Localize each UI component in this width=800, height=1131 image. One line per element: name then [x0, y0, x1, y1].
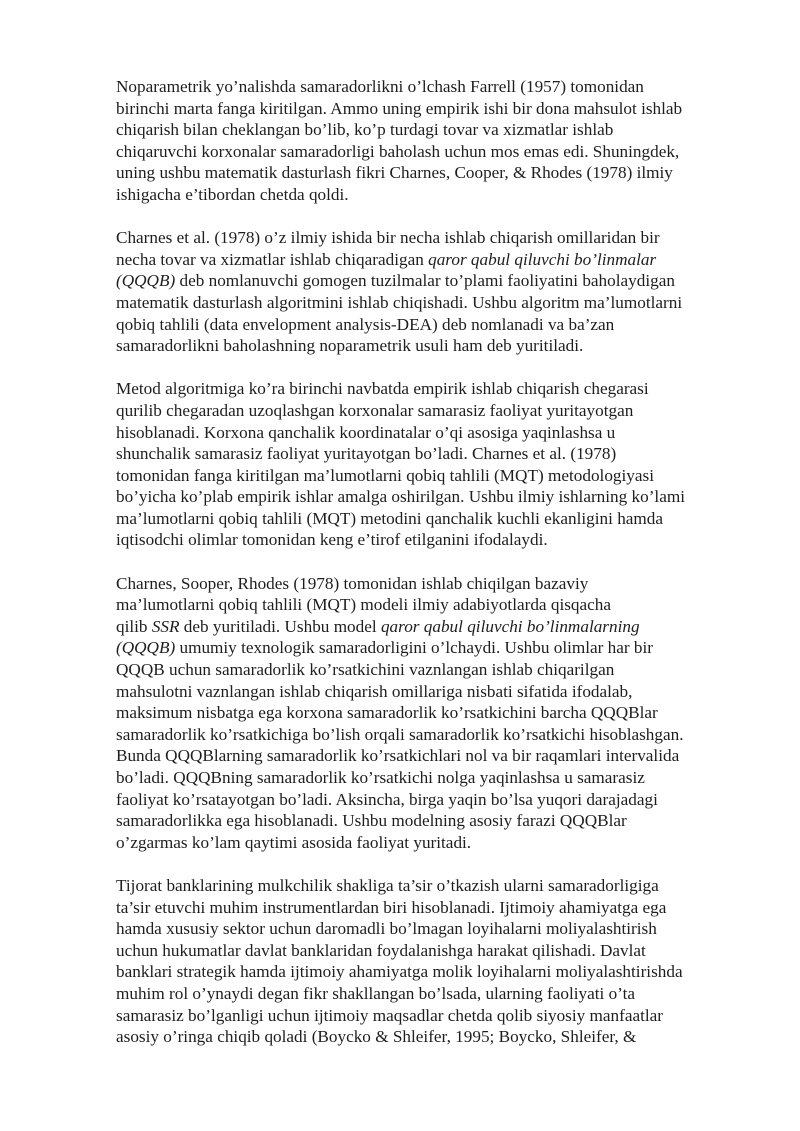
text-line: [116, 98, 716, 120]
text-line: [116, 767, 716, 789]
text-line: [116, 141, 716, 163]
italic-term: qaror qabul qiluvchi bo’linmalarning: [380, 616, 640, 636]
text-line: [116, 940, 716, 962]
text-line: [116, 162, 716, 184]
text-run: Bunda QQQBlarning samaradorlik ko’rsatkichlari nol va bir raqamlari intervalida: [116, 746, 680, 766]
text-line: [116, 314, 716, 336]
text-run: maksimum nisbatga ega korxona samaradorlik ko’rsatkichini barcha QQQBlar: [116, 703, 658, 723]
text-run: ta’sir etuvchi muhim instrumentlardan biri hisoblanadi. Ijtimoiy ahamiyatga ega: [116, 897, 667, 917]
text-line: [116, 1026, 716, 1048]
text-run: muhim rol o’ynaydi degan fikr shakllangan bo’lsada, ularning faoliyati o’ta: [116, 983, 635, 1003]
text-line: [116, 810, 716, 832]
italic-term: qaror qabul qiluvchi bo’linmalar: [428, 249, 657, 269]
text-line: [116, 292, 716, 314]
text-run: bo’ladi. QQQBning samaradorlik ko’rsatkichi nolga yaqinlashsa u samarasiz: [116, 768, 645, 787]
text-line: [116, 119, 716, 141]
text-line: [116, 702, 716, 724]
text-run: shunchalik samarasiz faoliyat yuritayotgan bo’ladi. Charnes et al. (1978): [116, 444, 617, 464]
text-run: samaradorlikni baholashning noparametrik usuli ham deb yuritiladi.: [116, 336, 584, 356]
text-run: uchun hukumatlar davlat banklaridan foydalanishga harakat qilishadi. Davlat: [116, 940, 646, 960]
text-run: Noparametrik yo’nalishda samaradorlikni o’lchash Farrell (1957) tomonidan: [116, 77, 644, 96]
text-run: Tijorat banklarining mulkchilik shakliga ta’sir o’tkazish ularni samaradorligiga: [116, 875, 659, 895]
text-line: [116, 724, 716, 746]
text-line: [116, 875, 716, 897]
text-run: uning ushbu matematik dasturlash fikri Charnes, Cooper, & Rhodes (1978) ilmiy: [116, 163, 673, 183]
text-line: [116, 745, 716, 767]
text-run: Charnes et al. (1978) o’z ilmiy ishida bir necha ishlab chiqarish omillaridan bir: [116, 228, 660, 248]
text-run: Charnes, Sooper, Rhodes (1978) tomonidan ishlab chiqilgan bazaviy: [116, 573, 589, 593]
text-run: iqtisodchi olimlar tomonidan keng e’tirof etilganini ifodalaydi.: [116, 530, 548, 550]
text-run: samaradorlikka ega hisoblanadi. Ushbu modelning asosiy farazi QQQBlar: [116, 811, 627, 831]
text-line: [116, 789, 716, 811]
paragraph-2: [116, 227, 716, 357]
text-run: qobiq tahlili (data envelopment analysis-DEA) deb nomlanadi va ba’zan: [116, 314, 615, 334]
text-run: hamda xususiy sektor uchun daromadli bo’lmagan loyihalarni moliyalashtirish: [116, 919, 657, 939]
text-run: samaradorlik ko’rsatkichiga bo’lish orqali samaradorlik ko’rsatkichi hisoblashgan.: [116, 724, 684, 744]
text-line: [116, 616, 716, 638]
text-run: ishigacha e’tibordan chetda qoldi.: [116, 184, 349, 204]
text-line: [116, 681, 716, 703]
document-page: [116, 76, 716, 1069]
text-line: [116, 422, 716, 444]
text-line: [116, 832, 716, 854]
text-line: [116, 443, 716, 465]
text-run: ma’lumotlarni qobiq tahlili (MQT) metodini qanchalik kuchli ekanligini hamda: [116, 508, 664, 528]
text-line: [116, 1005, 716, 1027]
text-line: [116, 961, 716, 983]
text-line: [116, 573, 716, 595]
text-run: asosiy o’ringa chiqib qoladi (Boycko & Shleifer, 1995; Boycko, Shleifer, &: [116, 1027, 637, 1047]
paragraph-5: [116, 875, 716, 1048]
text-run: samarasiz bo’lganligi uchun ijtimoiy maqsadlar chetda qolib siyosiy manfaatlar: [116, 1005, 663, 1025]
text-line: [116, 465, 716, 487]
text-line: [116, 594, 716, 616]
text-run: qurilib chegaradan uzoqlashgan korxonalar samarasiz faoliyat yuritayotgan: [116, 400, 634, 420]
paragraph-3: [116, 378, 716, 551]
text-run: birinchi marta fanga kiritilgan. Ammo uning empirik ishi bir dona mahsulot ishlab: [116, 98, 683, 118]
text-run: tomonidan fanga kiritilgan ma’lumotlarni qobiq tahlili (MQT) metodologiyasi: [116, 465, 654, 485]
text-line: [116, 529, 716, 551]
text-run: Metod algoritmiga ko’ra birinchi navbatda empirik ishlab chiqarish chegarasi: [116, 379, 649, 399]
text-run: qilib: [116, 616, 152, 636]
text-line: [116, 335, 716, 357]
text-line: [116, 637, 716, 659]
text-line: [116, 76, 716, 98]
text-line: [116, 983, 716, 1005]
text-run: banklari strategik hamda ijtimoiy ahamiyatga molik loyihalarni moliyalashtirishda: [116, 962, 683, 982]
text-run: matematik dasturlash algoritmini ishlab chiqishadi. Ushbu algoritm ma’lumotlarni: [116, 292, 683, 312]
paragraph-4: [116, 573, 716, 854]
text-run: deb yuritiladi. Ushbu model: [179, 616, 381, 636]
text-line: [116, 659, 716, 681]
text-run: hisoblanadi. Korxona qanchalik koordinatalar o’qi asosiga yaqinlashsa u: [116, 422, 616, 442]
text-run: faoliyat ko’rsatayotgan bo’ladi. Aksincha, birga yaqin bo’lsa yuqori darajadagi: [116, 789, 658, 809]
text-run: chiqaruvchi korxonalar samaradorligi baholash uchun mos emas edi. Shuningdek,: [116, 141, 680, 161]
text-line: [116, 270, 716, 292]
text-line: [116, 897, 716, 919]
text-run: o’zgarmas ko’lam qaytimi asosida faoliyat yuritadi.: [116, 832, 472, 852]
text-line: [116, 249, 716, 271]
text-line: [116, 486, 716, 508]
text-line: [116, 508, 716, 530]
paragraph-1: [116, 76, 716, 206]
text-run: bo’yicha ko’plab empirik ishlar amalga oshirilgan. Ushbu ilmiy ishlarning ko’lami: [116, 487, 685, 507]
italic-term: (QQQB): [116, 271, 176, 291]
text-line: [116, 227, 716, 249]
text-line: [116, 378, 716, 400]
text-line: [116, 400, 716, 422]
text-run: mahsulotni vaznlangan ishlab chiqarish omillariga nisbati sifatida ifodalab,: [116, 681, 633, 701]
text-run: umumiy texnologik samaradorligini o’lchaydi. Ushbu olimlar har bir: [175, 638, 654, 658]
text-run: chiqarish bilan cheklangan bo’lib, ko’p turdagi tovar va xizmatlar ishlab: [116, 120, 614, 140]
text-line: [116, 918, 716, 940]
italic-term: (QQQB): [116, 638, 176, 658]
text-run: necha tovar va xizmatlar ishlab chiqaradigan: [116, 249, 429, 269]
text-run: deb nomlanuvchi gomogen tuzilmalar to’plami faoliyatini baholaydigan: [175, 271, 675, 291]
italic-term: SSR: [151, 616, 180, 636]
text-line: [116, 184, 716, 206]
text-run: QQQB uchun samaradorlik ko’rsatkichini vaznlangan ishlab chiqarilgan: [116, 660, 615, 680]
text-run: ma’lumotlarni qobiq tahlili (MQT) modeli ilmiy adabiyotlarda qisqacha: [116, 595, 611, 615]
